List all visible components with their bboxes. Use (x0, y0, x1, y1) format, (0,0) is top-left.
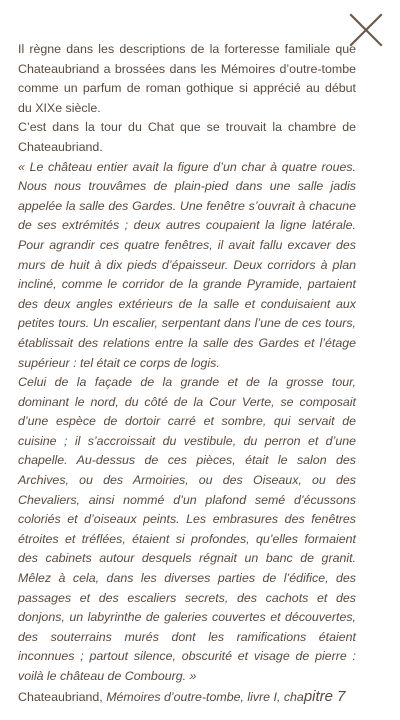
quote-paragraph-2: Celui de la façade de la grande et de la grosse tour, dominant le nord, du côté de la Cour Verte, se composait d’une espèce de dortoir carré et sombre, qui servait de cuisine ; il s’accroissait du vestibule, du perron et d’une chapelle. Au-dessus de ces pièces, était le salon des Archives, ou des Armoiries, ou des Oiseaux, ou des Chevaliers, ainsi nommé d’un plafond semé d’écussons coloriés et d’oiseaux peints. Les embrasures des fenêtres étroites et tréflées, étaient si profondes, qu’elles formaient des cabinets autour desquels régnait un banc de granit. Mêlez à cela, dans les diverses parties de l’édifice, des passages et des escaliers secrets, des cachots et des donjons, un labyrinthe de galeries couvertes et découvertes, des souterrains murés dont les ramifications étaient inconnues ; partout silence, obscurité et visage de pierre : voilà le château de Combourg. » (18, 375, 356, 683)
article-body (18, 40, 356, 707)
intro-paragraph: Il règne dans les descriptions de la forteresse familiale que Chateaubriand a brossées dans les Mémoires d’outre-tombe comme un parfum de roman gothique si apprécié au début du XIXe siècle. (18, 42, 356, 115)
citation-chapter: pitre 7 (303, 687, 346, 705)
quote-paragraph-1: « Le château entier avait la figure d’un char à quatre roues. Nous nous trouvâmes de plain-pied dans une salle jadis appelée la salle des Gardes. Une fenêtre s’ouvrait à chacune de ses extrémités ; deux autres coupaient la ligne latérale. Pour agrandir ces quatre fenêtres, il avait fallu excaver des murs de huit à dix pieds d’épaisseur. Deux corridors à plan incliné, comme le corridor de la grande Pyramide, partaient des deux angles extérieurs de la salle et conduisaient aux petites tours. Un escalier, serpentant dans l’une de ces tours, établissait des relations entre la salle des Gardes et l’étage supérieur : tel était ce corps de logis. (18, 159, 356, 370)
room-paragraph: C’est dans la tour du Chat que se trouvait la chambre de Chateaubriand. (18, 120, 356, 154)
citation (18, 687, 356, 708)
citation-author: Chateaubriand, (18, 689, 107, 704)
citation-work: Mémoires d’outre-tombe, livre I, cha (106, 689, 304, 704)
